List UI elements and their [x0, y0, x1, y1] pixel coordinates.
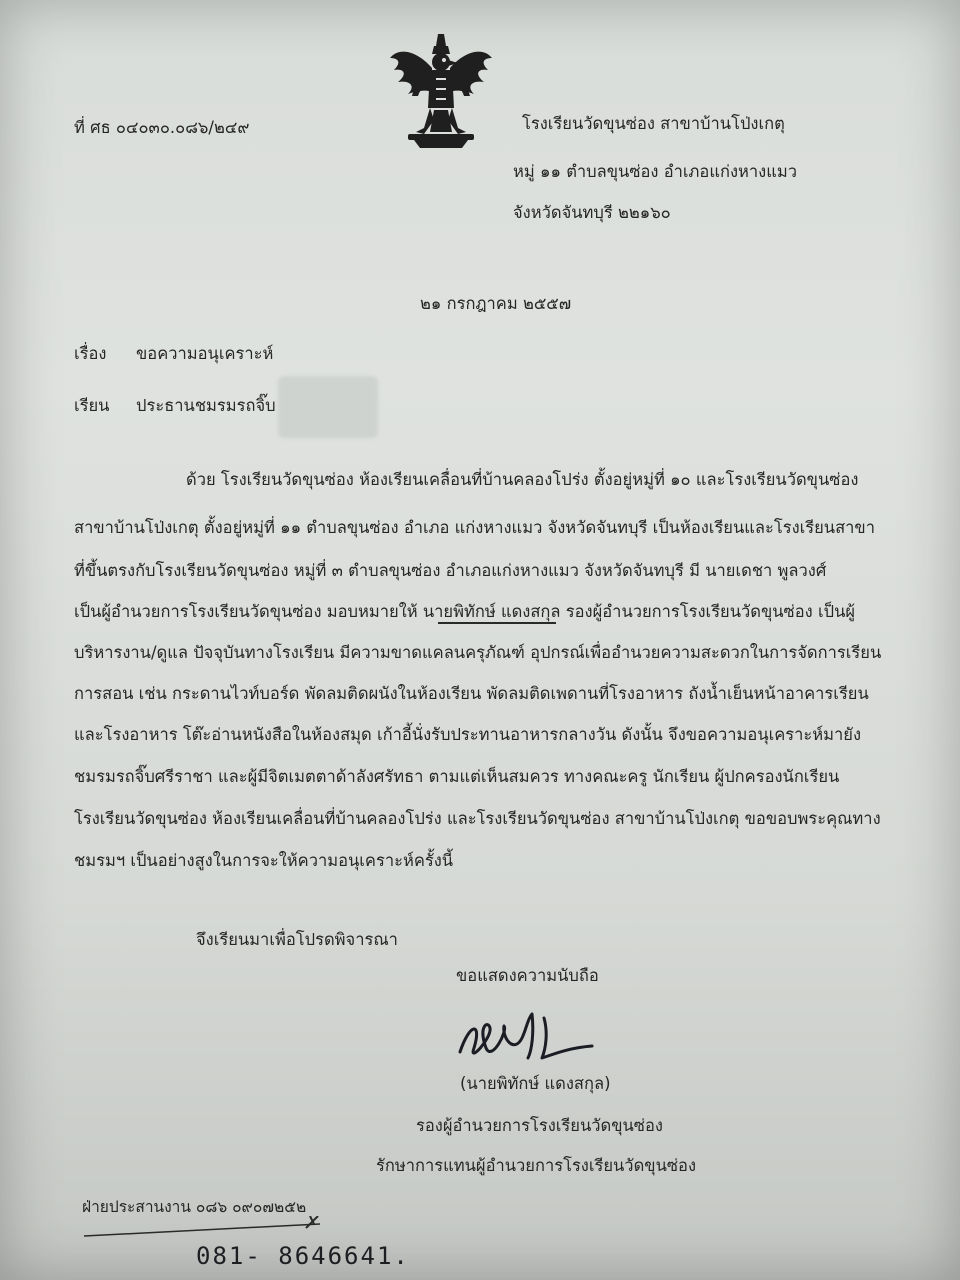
garuda-emblem-icon — [388, 32, 494, 150]
letter-date: ๒๑ กรกฎาคม ๒๕๕๗ — [420, 294, 572, 313]
signer-acting-title: รักษาการแทนผู้อำนวยการโรงเรียนวัดขุนซ่อง — [376, 1156, 697, 1175]
handwritten-phone: 081- 8646641. — [196, 1242, 410, 1270]
subject-value: ขอความอนุเคราะห์ — [136, 344, 274, 363]
school-province-line: จังหวัดจันทบุรี ๒๒๑๖๐ — [513, 203, 671, 222]
school-name: โรงเรียนวัดขุนซ่อง สาขาบ้านโป่งเกตุ — [522, 114, 785, 133]
name-underline — [438, 622, 556, 624]
body-line: ด้วย โรงเรียนวัดขุนซ่อง ห้องเรียนเคลื่อนที่บ้านคลองโปร่ง ตั้งอยู่หมู่ที่ ๑๐ และโรงเรียนวัดขุนซ่อง — [186, 470, 859, 489]
body-line: และโรงอาหาร โต๊ะอ่านหนังสือในห้องสมุด เก้าอี้นั่งรับประทานอาหารกลางวัน ดังนั้น จึงขอความอนุเคราะห์มายัง — [74, 725, 862, 744]
reference-number: ที่ ศธ ๐๔๐๓๐.๐๘๖/๒๔๙ — [74, 118, 250, 137]
body-line: บริหารงาน/ดูแล ปัจจุบันทางโรงเรียน มีความขาดแคลนครุภัณฑ์ อุปกรณ์เพื่ออำนวยความสะดวกในการจัดการเรียน — [74, 643, 882, 662]
redaction-box — [278, 376, 378, 438]
signer-title: รองผู้อำนวยการโรงเรียนวัดขุนซ่อง — [416, 1116, 663, 1135]
closing-text: จึงเรียนมาเพื่อโปรดพิจารณา — [196, 930, 398, 949]
body-line: สาขาบ้านโป่งเกตุ ตั้งอยู่หมู่ที่ ๑๑ ตำบลขุนซ่อง อำเภอ แก่งหางแมว จังหวัดจันทบุรี เป็นห้องเรียนและโรงเรียนสาขา — [74, 518, 875, 537]
body-line: ที่ขึ้นตรงกับโรงเรียนวัดขุนซ่อง หมู่ที่ ๓ ตำบลขุนซ่อง อำเภอแก่งหางแมว จังหวัดจันทบุรี มี นายเดชา พูลวงศ์ — [74, 561, 827, 580]
body-line: ชมรมรถจิ๊บศรีราชา และผู้มีจิตเมตตาด้าลังศรัทธา ตามแต่เห็นสมควร ทางคณะครู นักเรียน ผู้ปกครองนักเรียน — [74, 767, 840, 786]
body-line: โรงเรียนวัดขุนซ่อง ห้องเรียนเคลื่อนที่บ้านคลองโปร่ง และโรงเรียนวัดขุนซ่อง สาขาบ้านโป่งเกตุ ขอขอบพระคุณทาง — [74, 809, 881, 828]
signature-icon — [452, 1008, 602, 1070]
body-line: เป็นผู้อำนวยการโรงเรียนวัดขุนซ่อง มอบหมายให้ นายพิทักษ์ แดงสกุล รองผู้อำนวยการโรงเรียนวัดขุนซ่อง เป็นผู้ — [74, 602, 856, 621]
recipient-value: ประธานชมรมรถจิ๊บ — [136, 396, 276, 415]
school-address-line: หมู่ ๑๑ ตำบลขุนซ่อง อำเภอแก่งหางแมว — [513, 162, 797, 181]
body-line: การสอน เช่น กระดานไวท์บอร์ด พัดลมติดผนังในห้องเรียน พัดลมติดเพดานที่โรงอาหาร ถังน้ำเย็นหน้าอาคารเรียน — [74, 684, 869, 703]
subject-label: เรื่อง — [74, 344, 107, 363]
signer-name: (นายพิทักษ์ แดงสกุล) — [460, 1074, 611, 1093]
body-line: ชมรมฯ เป็นอย่างสูงในการจะให้ความอนุเคราะห์ครั้งนี้ — [74, 851, 454, 870]
regards-text: ขอแสดงความนับถือ — [456, 966, 599, 985]
recipient-label: เรียน — [74, 396, 110, 415]
coordinator-contact: ฝ่ายประสานงาน ๐๘๖ ๐๙๐๗๒๕๒ — [82, 1198, 307, 1216]
